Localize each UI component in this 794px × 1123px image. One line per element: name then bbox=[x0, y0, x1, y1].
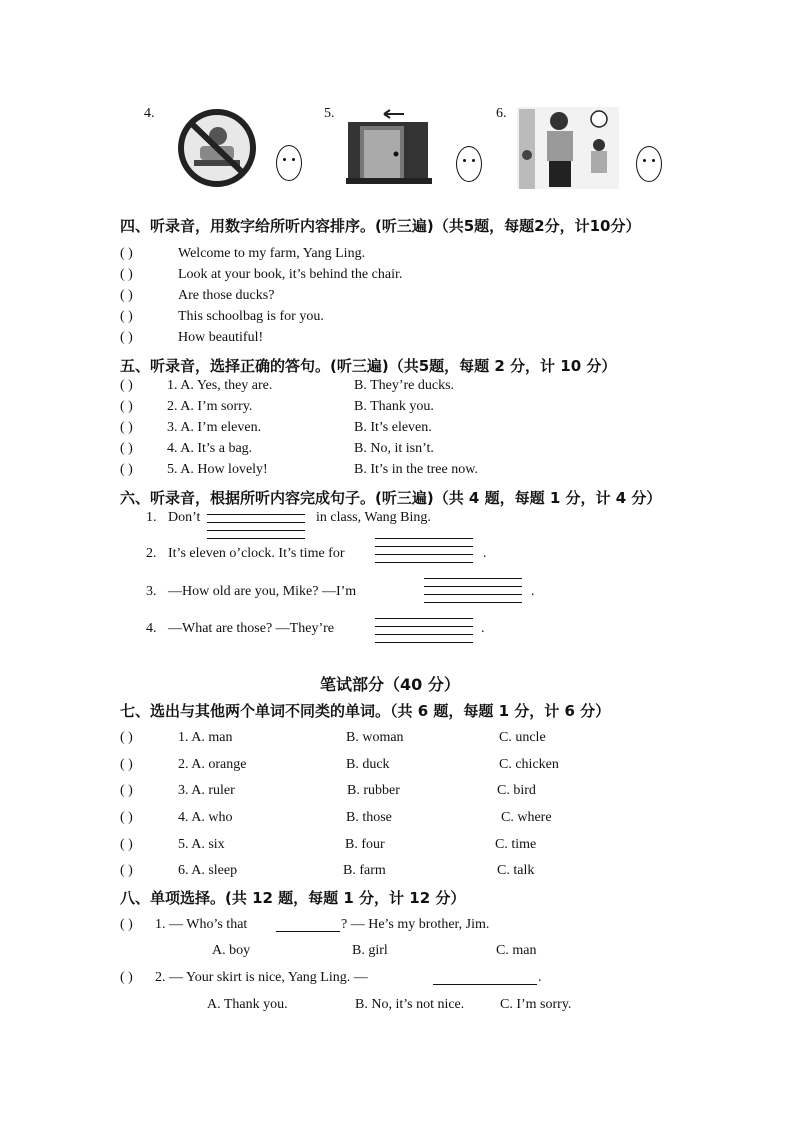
door-closing-icon bbox=[346, 104, 432, 186]
sentence-item: How beautiful! bbox=[178, 330, 264, 345]
sentence-item: Are those ducks? bbox=[178, 288, 275, 303]
answer-paren[interactable]: ( ) bbox=[120, 462, 133, 477]
option-a: A. Thank you. bbox=[207, 997, 288, 1012]
question-start: 1. — Who’s that bbox=[155, 917, 248, 932]
option-c: C. uncle bbox=[499, 730, 546, 745]
question-end: . bbox=[538, 970, 542, 985]
option-a: 2. A. orange bbox=[178, 757, 247, 772]
answer-paren[interactable]: ( ) bbox=[120, 863, 133, 878]
sentence-item: This schoolbag is for you. bbox=[178, 309, 324, 324]
fill-blank[interactable] bbox=[375, 626, 473, 627]
answer-paren[interactable]: ( ) bbox=[120, 420, 133, 435]
option-b: B. four bbox=[345, 837, 385, 852]
sentence-start: —How old are you, Mike? —I’m bbox=[168, 584, 357, 599]
question-number: 4. bbox=[146, 621, 157, 636]
picture-number: 5. bbox=[324, 106, 335, 121]
picture-number: 4. bbox=[144, 106, 155, 121]
answer-paren[interactable]: ( ) bbox=[120, 399, 133, 414]
answer-paren[interactable]: ( ) bbox=[120, 267, 133, 282]
answer-paren[interactable]: ( ) bbox=[120, 757, 133, 772]
option-c: C. man bbox=[496, 943, 537, 958]
answer-paren[interactable]: ( ) bbox=[120, 783, 133, 798]
section-5-title: 五、听录音，选择正确的答句。(听三遍)（共5题，每题 2 分，计 10 分） bbox=[120, 357, 617, 375]
sentence-start: Don’t bbox=[168, 510, 201, 525]
question-end: ? — He’s my brother, Jim. bbox=[341, 917, 490, 932]
option-b: B. They’re ducks. bbox=[354, 378, 455, 393]
option-b: B. It’s in the tree now. bbox=[354, 462, 478, 477]
written-part-title: 笔试部分（40 分） bbox=[320, 675, 460, 694]
option-c: C. time bbox=[495, 837, 537, 852]
answer-paren[interactable]: ( ) bbox=[120, 330, 133, 345]
answer-paren[interactable]: ( ) bbox=[120, 917, 133, 932]
sentence-start: —What are those? —They’re bbox=[168, 621, 334, 636]
option-b: B. It’s eleven. bbox=[354, 420, 432, 435]
question-start: 2. — Your skirt is nice, Yang Ling. — bbox=[155, 970, 368, 985]
option-b: B. rubber bbox=[347, 783, 400, 798]
option-a: 5. A. How lovely! bbox=[167, 462, 268, 477]
option-a: 2. A. I’m sorry. bbox=[167, 399, 253, 414]
answer-paren[interactable]: ( ) bbox=[120, 730, 133, 745]
no-eating-sign-icon bbox=[170, 108, 264, 188]
answer-paren[interactable]: ( ) bbox=[120, 837, 133, 852]
smiley-face-icon[interactable] bbox=[636, 146, 662, 182]
section-8-title: 八、单项选择。(共 12 题，每题 1 分，计 12 分） bbox=[120, 889, 466, 907]
option-a: 1. A. man bbox=[178, 730, 233, 745]
smiley-face-icon[interactable] bbox=[456, 146, 482, 182]
option-b: B. Thank you. bbox=[354, 399, 434, 414]
answer-paren[interactable]: ( ) bbox=[120, 288, 133, 303]
option-b: B. No, it’s not nice. bbox=[355, 997, 465, 1012]
option-a: 3. A. ruler bbox=[178, 783, 235, 798]
option-a: 3. A. I’m eleven. bbox=[167, 420, 262, 435]
smiley-face-icon[interactable] bbox=[276, 145, 302, 181]
question-number: 1. bbox=[146, 510, 157, 525]
option-c: C. chicken bbox=[499, 757, 559, 772]
option-c: C. where bbox=[501, 810, 552, 825]
question-number: 2. bbox=[146, 546, 157, 561]
sentence-item: Look at your book, it’s behind the chair. bbox=[178, 267, 403, 282]
option-b: B. woman bbox=[346, 730, 404, 745]
sentence-end: . bbox=[481, 621, 485, 636]
sentence-end: . bbox=[483, 546, 487, 561]
option-b: B. No, it isn’t. bbox=[354, 441, 434, 456]
answer-paren[interactable]: ( ) bbox=[120, 246, 133, 261]
option-b: B. farm bbox=[343, 863, 386, 878]
option-a: 1. A. Yes, they are. bbox=[167, 378, 273, 393]
option-a: A. boy bbox=[212, 943, 251, 958]
sentence-start: It’s eleven o’clock. It’s time for bbox=[168, 546, 345, 561]
option-b: B. girl bbox=[352, 943, 388, 958]
fill-blank[interactable] bbox=[375, 546, 473, 547]
answer-paren[interactable]: ( ) bbox=[120, 378, 133, 393]
sentence-end: . bbox=[531, 584, 535, 599]
fill-blank[interactable] bbox=[276, 931, 340, 932]
fill-blank[interactable] bbox=[207, 522, 305, 523]
question-number: 3. bbox=[146, 584, 157, 599]
answer-paren[interactable]: ( ) bbox=[120, 309, 133, 324]
answer-paren[interactable]: ( ) bbox=[120, 810, 133, 825]
answer-paren[interactable]: ( ) bbox=[120, 970, 133, 985]
option-a: 6. A. sleep bbox=[178, 863, 238, 878]
option-a: 4. A. who bbox=[178, 810, 233, 825]
option-b: B. duck bbox=[346, 757, 390, 772]
section-7-title: 七、选出与其他两个单词不同类的单词。（共 6 题，每题 1 分，计 6 分） bbox=[120, 702, 611, 720]
option-a: 5. A. six bbox=[178, 837, 225, 852]
sentence-end: in class, Wang Bing. bbox=[316, 510, 431, 525]
fill-blank[interactable] bbox=[424, 586, 522, 587]
answer-paren[interactable]: ( ) bbox=[120, 441, 133, 456]
option-a: 4. A. It’s a bag. bbox=[167, 441, 253, 456]
section-4-title: 四、听录音，用数字给所听内容排序。(听三遍)（共5题，每题2分，计10分） bbox=[120, 217, 641, 235]
option-c: C. talk bbox=[497, 863, 535, 878]
section-6-title: 六、听录音，根据所听内容完成句子。(听三遍)（共 4 题，每题 1 分，计 4 分） bbox=[120, 489, 662, 507]
fill-blank[interactable] bbox=[433, 984, 537, 985]
option-c: C. bird bbox=[497, 783, 536, 798]
sentence-item: Welcome to my farm, Yang Ling. bbox=[178, 246, 366, 261]
picture-number: 6. bbox=[496, 106, 507, 121]
teacher-greeting-icon bbox=[517, 107, 619, 189]
option-b: B. those bbox=[346, 810, 392, 825]
option-c: C. I’m sorry. bbox=[500, 997, 572, 1012]
